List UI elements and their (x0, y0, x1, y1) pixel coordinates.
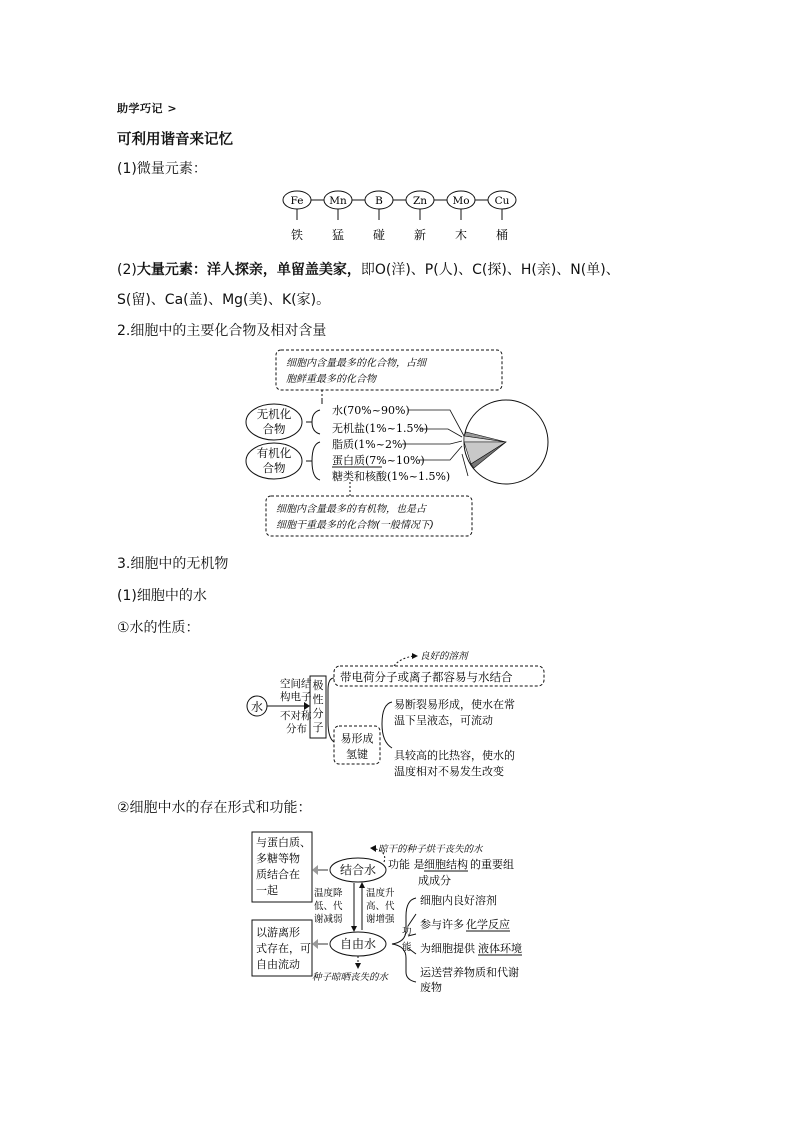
left-box2-line3: 自由流动 (256, 958, 300, 971)
trace-element-symbol: B (375, 195, 383, 207)
water-prop-label: ①水的性质： (117, 620, 200, 636)
header-tag: 助学巧记 > (117, 102, 178, 115)
bound-water-label: 结合水 (339, 863, 377, 877)
major-elements-line2: S(留)、Ca(盖)、Mg(美)、K(家)。 (117, 292, 331, 308)
polar-char-4: 子 (312, 721, 324, 734)
struct-line-4: 分布 (286, 723, 307, 735)
up-line-2: 高、代 (366, 901, 395, 912)
water-forms-diagram (248, 826, 558, 992)
free-func-3-pre: 为细胞提供 (420, 942, 475, 955)
water-circle-label: 水 (250, 700, 264, 714)
mnemonic-title: 可利用谐音来记忆 (117, 132, 233, 148)
hb-effect1-line1: 易断裂易形成，使水在常 (394, 698, 515, 711)
left-box1-line3: 质结合在 (256, 868, 300, 881)
bound-func-line2: 成成分 (418, 874, 451, 887)
struct-line-1: 空间结 (280, 678, 312, 690)
solvent-note: 良好的溶剂 (420, 651, 468, 662)
bound-func-rest: 的重要组 (470, 858, 514, 871)
free-func-4-line1: 运送营养物质和代谢 (420, 966, 519, 979)
struct-line-2: 构电子 (280, 691, 312, 703)
inorganic-label-1: 无机化 (256, 407, 292, 421)
section3-title: 3.细胞中的无机物 (117, 556, 229, 572)
compound-salt: 无机盐(1%~1.5%) (332, 422, 429, 435)
free-func-4-line2: 废物 (420, 981, 442, 992)
hbond-line-2: 氢键 (346, 748, 368, 761)
free-func-2-underlined: 化学反应 (466, 918, 510, 931)
trace-element-char: 新 (413, 228, 427, 242)
trace-elements-label: (1)微量元素： (117, 161, 207, 177)
bound-func-underlined: 细胞结构 (424, 858, 468, 871)
left-box1-line2: 多糖等物 (256, 852, 300, 865)
up-line-3: 谢增强 (366, 914, 395, 925)
free-func-2-pre: 参与许多 (420, 918, 464, 931)
down-line-3: 谢减弱 (314, 914, 343, 925)
hbond-line-1: 易形成 (340, 732, 374, 745)
note-top-line1: 细胞内含量最多的化合物，占细 (286, 358, 426, 369)
trace-element-char: 猛 (331, 228, 345, 242)
left-box1-line1: 与蛋白质、 (256, 836, 311, 849)
hb-effect1-line2: 温下呈液态，可流动 (394, 714, 493, 727)
trace-element-char: 桶 (495, 228, 509, 242)
compound-protein: 蛋白质(7%~10%) (332, 454, 425, 467)
water-forms-label: ②细胞中水的存在形式和功能： (117, 800, 312, 816)
major-elements-mnemonic: 大量元素：洋人探亲，单留盖美家， (136, 262, 361, 278)
charged-text: 带电荷分子或离子都容易与水结合 (340, 670, 513, 684)
note-top-line2: 胞鲜重最多的化合物 (286, 374, 376, 385)
struct-line-3: 不对称 (280, 710, 312, 722)
free-water-label: 自由水 (339, 937, 377, 951)
trace-element-symbol: Mn (329, 195, 347, 207)
section2-title: 2.细胞中的主要化合物及相对含量 (117, 323, 327, 339)
note-bottom-line1: 细胞内含量最多的有机物，也是占 (276, 504, 426, 515)
trace-element-symbol: Cu (494, 195, 510, 207)
note-bottom-line2: 细胞干重最多的化合物(一般情况下) (276, 520, 434, 531)
func-char-1: 功 (402, 926, 412, 937)
trace-element-symbol: Zn (412, 195, 428, 207)
trace-element-char: 木 (454, 228, 468, 242)
down-line-2: 低、代 (314, 901, 343, 912)
bound-func-prefix: 功能 是 (388, 858, 425, 871)
left-box2-line1: 以游离形 (256, 926, 300, 939)
hb-effect2-line1: 具较高的比热容，使水的 (394, 749, 515, 762)
compound-lipid: 脂质(1%~2%) (332, 438, 407, 451)
trace-elements-diagram (270, 186, 530, 246)
note-bound: 晾干的种子烘干丧失的水 (378, 844, 483, 855)
down-line-1: 温度降 (314, 888, 343, 899)
trace-element-char: 碰 (372, 228, 386, 242)
free-func-3-underlined: 液体环境 (478, 942, 522, 955)
inorganic-label-2: 合物 (262, 422, 286, 436)
compound-sugar: 糖类和核酸(1%~1.5%) (332, 470, 451, 483)
func-char-2: 能 (402, 942, 412, 953)
up-line-1: 温度升 (366, 888, 395, 899)
hb-effect2-line2: 温度相对不易发生改变 (394, 765, 504, 778)
polar-char-2: 性 (312, 693, 324, 706)
polar-char-3: 分 (312, 707, 324, 720)
trace-element-symbol: Mo (452, 195, 470, 207)
compounds-diagram (240, 346, 560, 542)
water-properties-diagram (244, 644, 554, 788)
polar-char-1: 极 (312, 679, 324, 692)
note-free: 种子晾晒丧失的水 (312, 972, 389, 983)
organic-label-2: 合物 (262, 461, 286, 475)
trace-element-symbol: Fe (290, 195, 304, 207)
water-subtitle: (1)细胞中的水 (117, 588, 207, 604)
organic-label-1: 有机化 (256, 446, 292, 460)
compound-water: 水(70%~90%) (332, 404, 410, 417)
left-box2-line2: 式存在，可 (256, 942, 311, 955)
left-box1-line4: 一起 (256, 884, 278, 897)
major-elements-line1: (2)大量元素：洋人探亲，单留盖美家，即O(洋)、P(人)、C(探)、H(亲)、N(单)、 (117, 262, 620, 278)
free-func-1: 细胞内良好溶剂 (420, 894, 497, 907)
trace-element-char: 铁 (290, 228, 304, 242)
